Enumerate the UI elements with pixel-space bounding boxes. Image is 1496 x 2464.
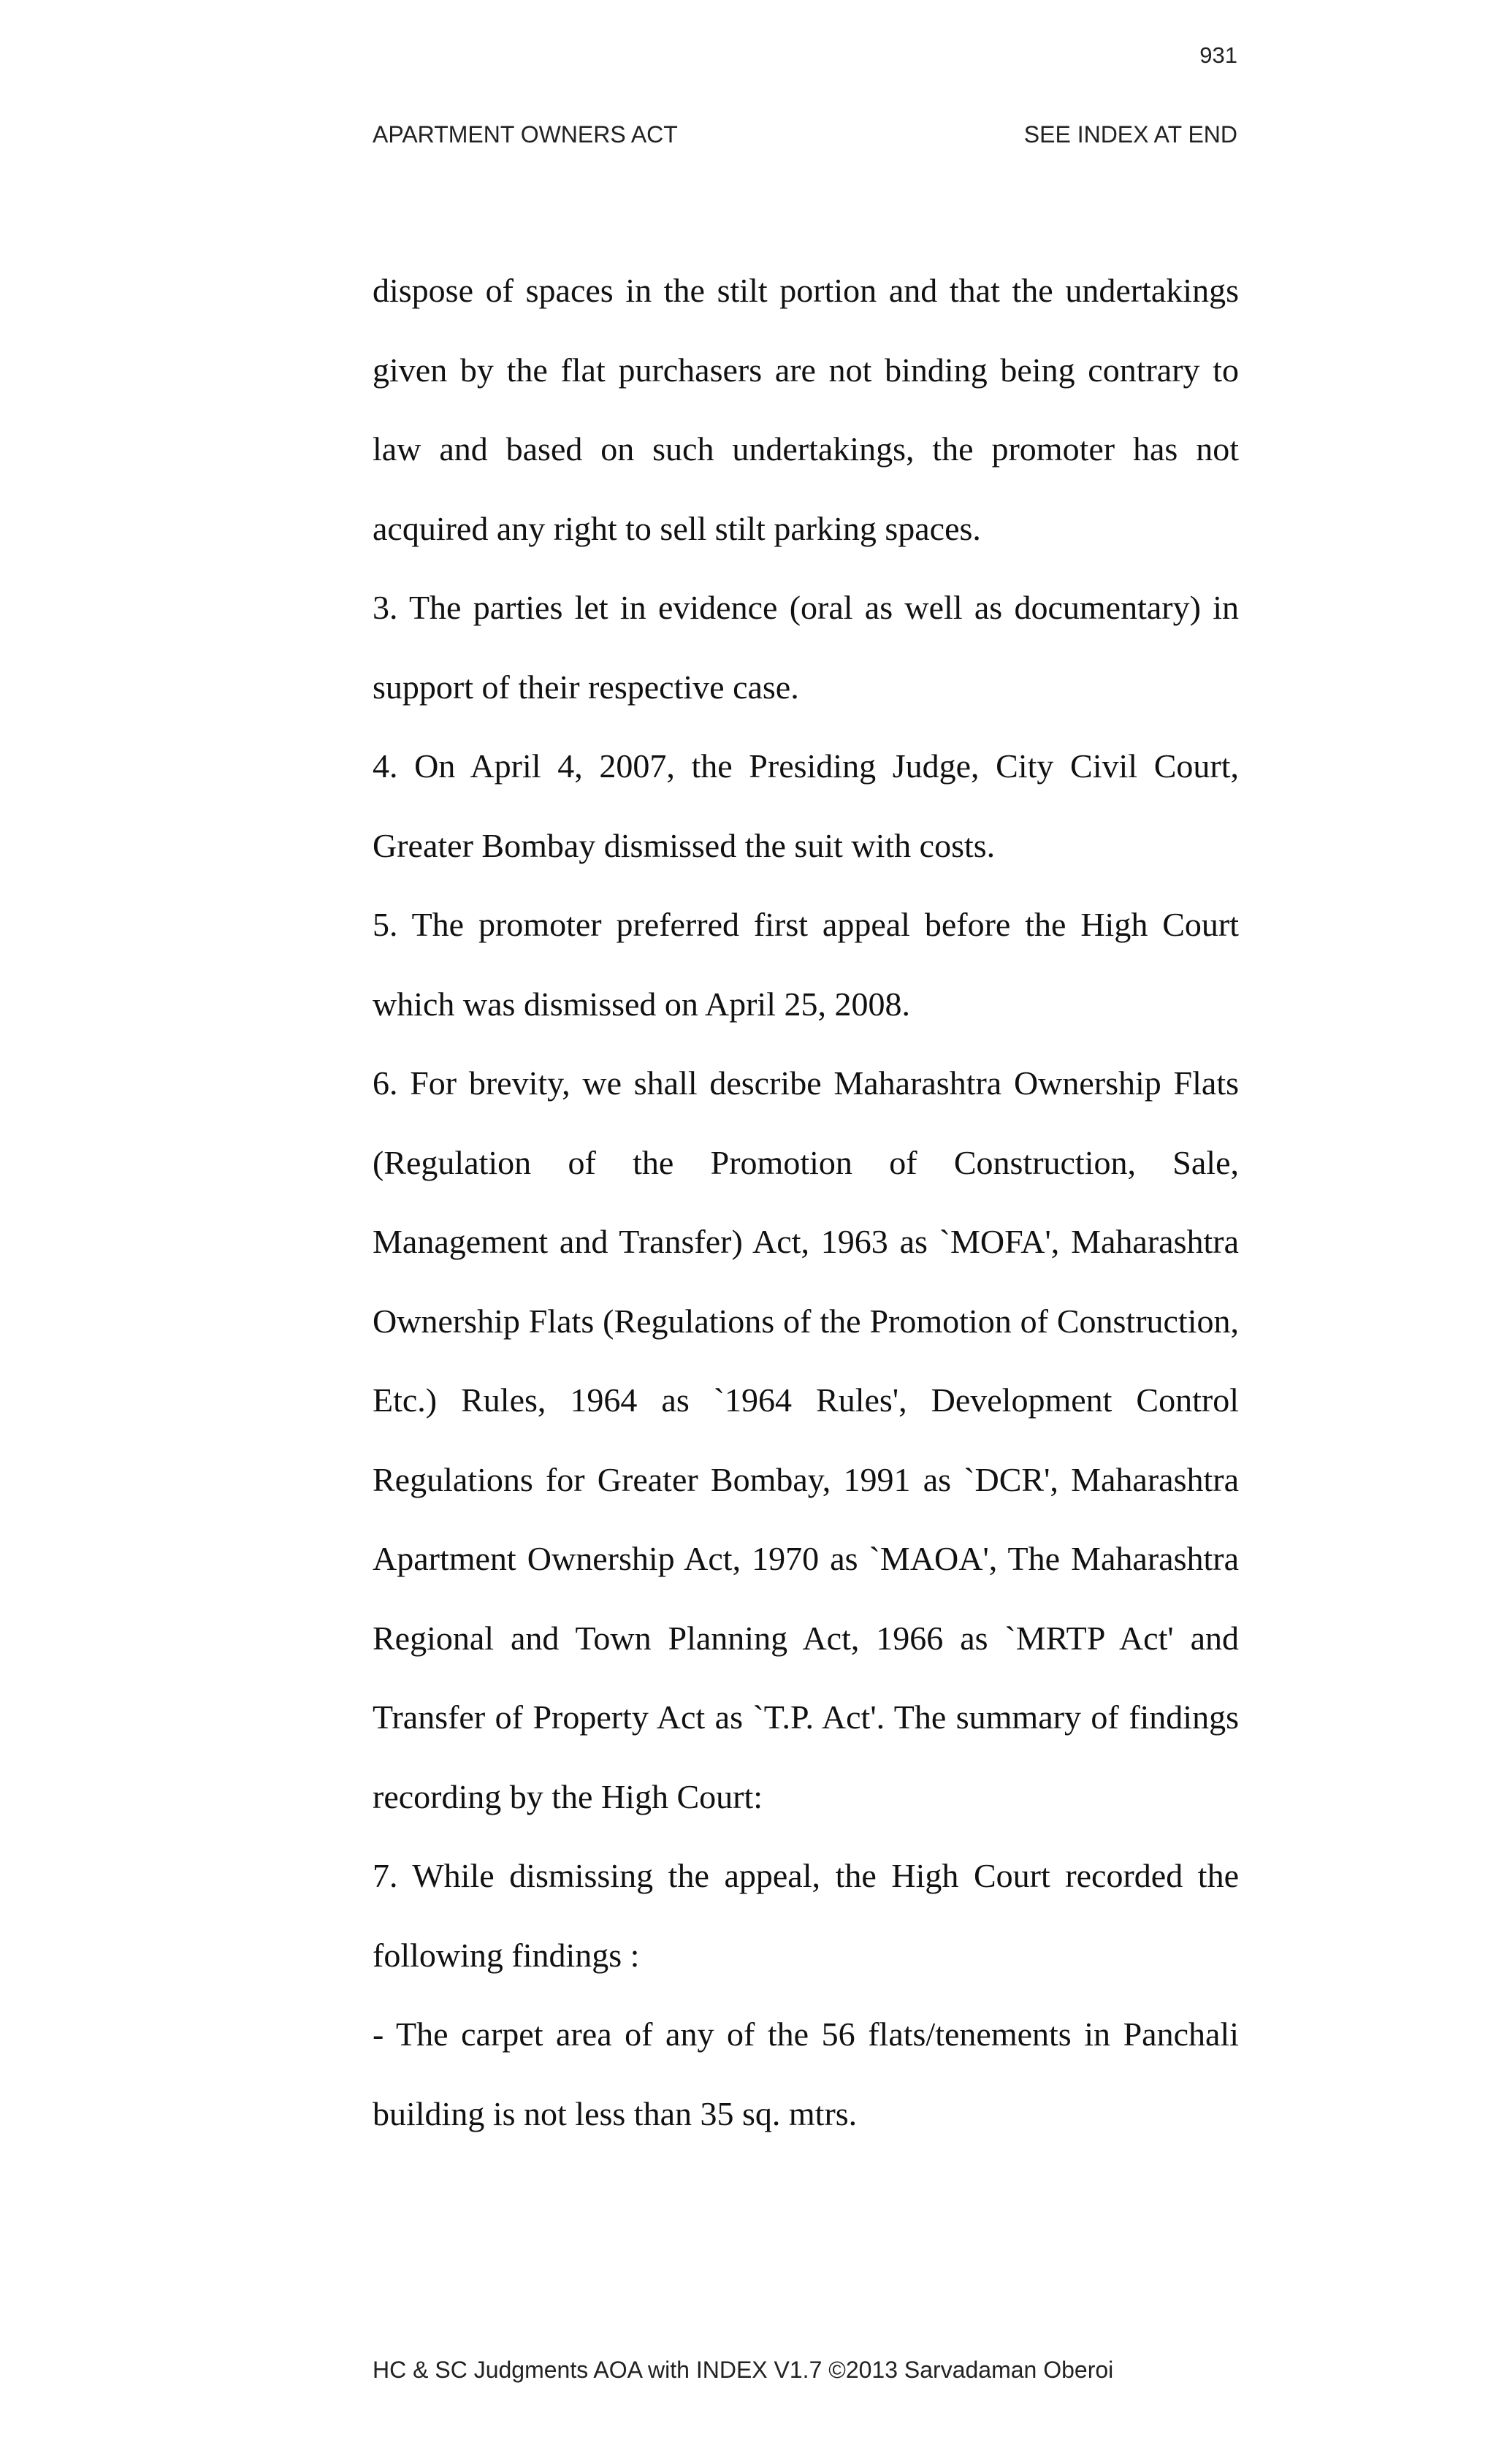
- running-header-index-note: SEE INDEX AT END: [1023, 121, 1237, 148]
- running-header-title: APARTMENT OWNERS ACT: [373, 121, 678, 148]
- judgment-body: [373, 251, 1239, 2154]
- page-number: 931: [1199, 42, 1237, 68]
- page-footer: HC & SC Judgments AOA with INDEX V1.7 ©2013 Sarvadaman Oberoi: [373, 2357, 1114, 2383]
- paragraph-7: 7. While dismissing the appeal, the High Court recorded the following findings :: [373, 1857, 1239, 1974]
- finding-item: - The carpet area of any of the 56 flats/tenements in Panchali building is not less than 35 sq. mtrs.: [373, 2015, 1239, 2132]
- paragraph-4: 4. On April 4, 2007, the Presiding Judge, City Civil Court, Greater Bombay dismissed the suit with costs.: [373, 747, 1239, 864]
- paragraph-6: 6. For brevity, we shall describe Maharashtra Ownership Flats (Regulation of the Promotion of Construction, Sale, Management and Transfer) Act, 1963 as `MOFA', Maharashtra Ownership Flats (Regulations of the Promotion of Construction, Etc.) Rules, 1964 as `1964 Rules', Development Control Regulations for Greater Bombay, 1991 as `DCR', Maharashtra Apartment Ownership Act, 1970 as `MAOA', The Maharashtra Regional and Town Planning Act, 1966 as `MRTP Act' and Transfer of Property Act as `T.P. Act'. The summary of findings recording by the High Court:: [373, 1064, 1239, 1815]
- paragraph-5: 5. The promoter preferred first appeal before the High Court which was dismissed on April 25, 2008.: [373, 906, 1239, 1023]
- paragraph-continuation: dispose of spaces in the stilt portion and that the undertakings given by the flat purchasers are not binding being contrary to law and based on such undertakings, the promoter has not acquired any right to sell stilt parking spaces.: [373, 272, 1239, 547]
- paragraph-3: 3. The parties let in evidence (oral as well as documentary) in support of their respective case.: [373, 589, 1239, 706]
